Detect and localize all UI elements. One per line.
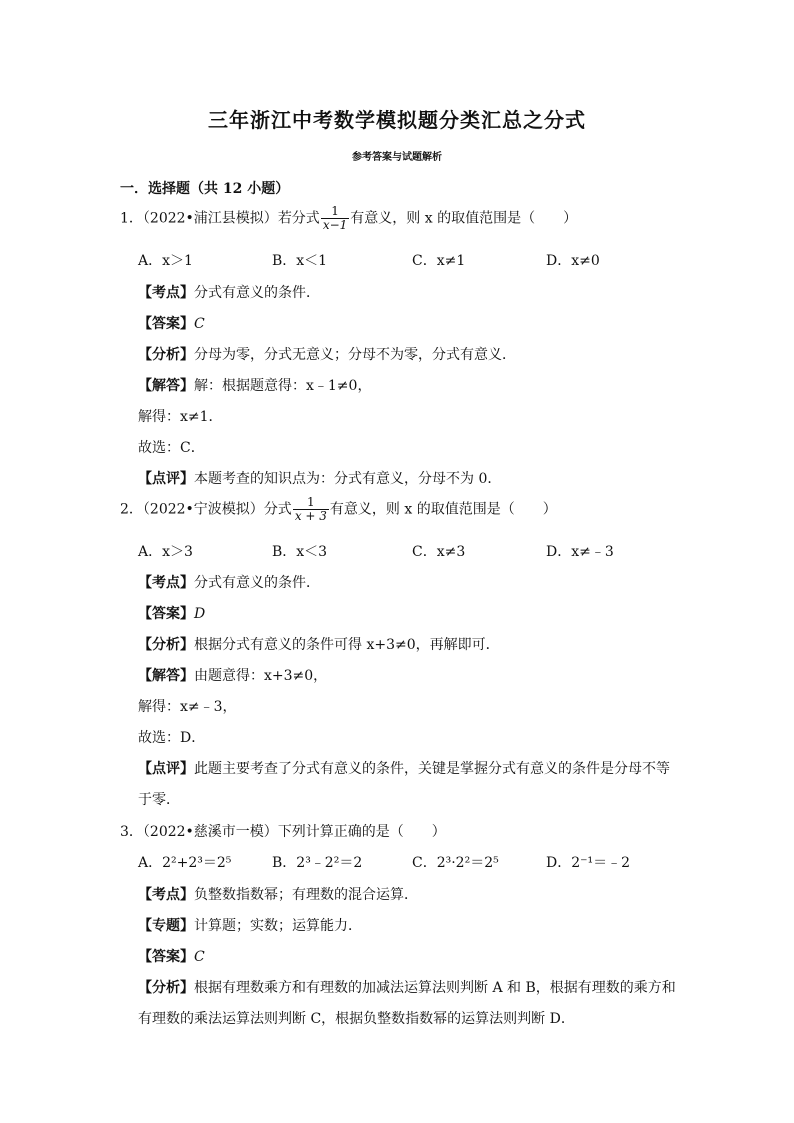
kaodian-text: 分式有意义的条件． (194, 285, 320, 301)
option-c: C．x≠1 (412, 253, 466, 269)
option-d: D．x≠﹣3 (546, 544, 614, 560)
answer-text: C (194, 949, 205, 965)
zhuanti-tag: 【专题】 (138, 918, 194, 934)
answer-tag: 【答案】 (138, 606, 194, 622)
solution-step: 故选：D． (138, 730, 206, 746)
dianping-tag: 【点评】 (138, 471, 194, 487)
page-subtitle: 参考答案与试题解析 (352, 152, 442, 163)
question-number: 2． (120, 501, 143, 518)
question-source: （2022•宁波模拟） (142, 501, 264, 518)
fenxi-text: 根据有理数乘方和有理数的加减法运算法则判断 A 和 B，根据有理数的乘方和 (194, 980, 676, 996)
option-d: D．x≠0 (546, 253, 600, 269)
option-a: A．x＞1 (138, 253, 193, 269)
answer-text: D (194, 606, 206, 622)
answer-text: C (194, 316, 205, 332)
answer-line (138, 603, 205, 623)
jieda-text: 由题意得：x+3≠0， (194, 668, 328, 684)
answer-line (138, 313, 205, 333)
answer-tag: 【答案】 (138, 316, 194, 332)
fenxi-text: 分母为零，分式无意义；分母不为零，分式有意义． (194, 347, 516, 363)
fraction-numerator: 1 (331, 204, 339, 218)
answer-line (138, 946, 205, 966)
option-a: A．2²+2³＝2⁵ (138, 855, 232, 871)
fenxi-tag: 【分析】 (138, 347, 194, 363)
kaodian-text: 分式有意义的条件． (194, 575, 320, 591)
dianping-continuation: 于零． (138, 792, 180, 808)
section-heading: 一．选择题（共 12 小题） (120, 181, 290, 197)
solution-step: 解得：x≠1． (138, 409, 223, 425)
question-stem-text: 有意义，则 x 的取值范围是（ ） (350, 210, 578, 227)
fraction (293, 496, 329, 523)
option-b: B．x＜3 (272, 544, 328, 560)
dianping-text: 此题主要考查了分式有意义的条件，关键是掌握分式有意义的条件是分母不等 (194, 761, 670, 777)
solution-step: 故选：C． (138, 440, 205, 456)
fraction (321, 205, 349, 232)
question-stem-text: 分式 (263, 501, 292, 518)
jieda-tag: 【解答】 (138, 378, 194, 394)
fenxi-line (138, 344, 516, 364)
answer-tag: 【答案】 (138, 949, 194, 965)
solution-step: 解得：x≠﹣3， (138, 699, 237, 715)
question-stem-text: 有意义，则 x 的取值范围是（ ） (329, 501, 557, 518)
kaodian-tag: 【考点】 (138, 285, 194, 301)
dianping-line (138, 758, 670, 778)
kaodian-text: 负整数指数幂；有理数的混合运算． (194, 887, 418, 903)
question-1-stem (120, 205, 577, 232)
fraction-numerator: 1 (307, 495, 315, 509)
question-number: 3． (120, 824, 143, 840)
question-number: 1． (120, 210, 143, 227)
fenxi-tag: 【分析】 (138, 980, 194, 996)
fenxi-continuation: 有理数的乘法运算法则判断 C，根据负整数指数幂的运算法则判断 D． (138, 1011, 575, 1027)
jieda-tag: 【解答】 (138, 668, 194, 684)
zhuanti-text: 计算题；实数；运算能力． (194, 918, 362, 934)
dianping-tag: 【点评】 (138, 761, 194, 777)
jieda-line (138, 375, 371, 395)
option-c: C．2³·2²＝2⁵ (412, 855, 499, 871)
kaodian-line (138, 282, 320, 302)
kaodian-line (138, 884, 418, 904)
fenxi-line (138, 977, 676, 997)
kaodian-tag: 【考点】 (138, 887, 194, 903)
question-source: （2022•慈溪市一模） (142, 824, 278, 840)
option-b: B．x＜1 (272, 253, 328, 269)
question-stem-text: 下列计算正确的是（ ） (277, 824, 446, 840)
question-2-stem (120, 496, 557, 523)
kaodian-tag: 【考点】 (138, 575, 194, 591)
jieda-line (138, 665, 327, 685)
page-title: 三年浙江中考数学模拟题分类汇总之分式 (208, 108, 586, 132)
question-3-stem (120, 821, 446, 841)
fraction-denominator: x + 3 (294, 509, 327, 523)
dianping-line (138, 468, 501, 488)
fraction-denominator: x−1 (322, 218, 348, 232)
fenxi-tag: 【分析】 (138, 637, 194, 653)
dianping-text: 本题考查的知识点为：分式有意义，分母不为 0． (194, 471, 502, 487)
option-a: A．x＞3 (138, 544, 193, 560)
option-b: B．2³﹣2²＝2 (272, 855, 363, 871)
fenxi-text: 根据分式有意义的条件可得 x+3≠0，再解即可． (194, 637, 500, 653)
fenxi-line (138, 634, 500, 654)
zhuanti-line (138, 915, 362, 935)
kaodian-line (138, 572, 320, 592)
question-source: （2022•浦江县模拟） (142, 210, 278, 227)
option-c: C．x≠3 (412, 544, 466, 560)
option-d: D．2⁻¹＝﹣2 (546, 855, 631, 871)
jieda-text: 解：根据题意得：x﹣1≠0， (194, 378, 372, 394)
question-stem-text: 若分式 (277, 210, 320, 227)
